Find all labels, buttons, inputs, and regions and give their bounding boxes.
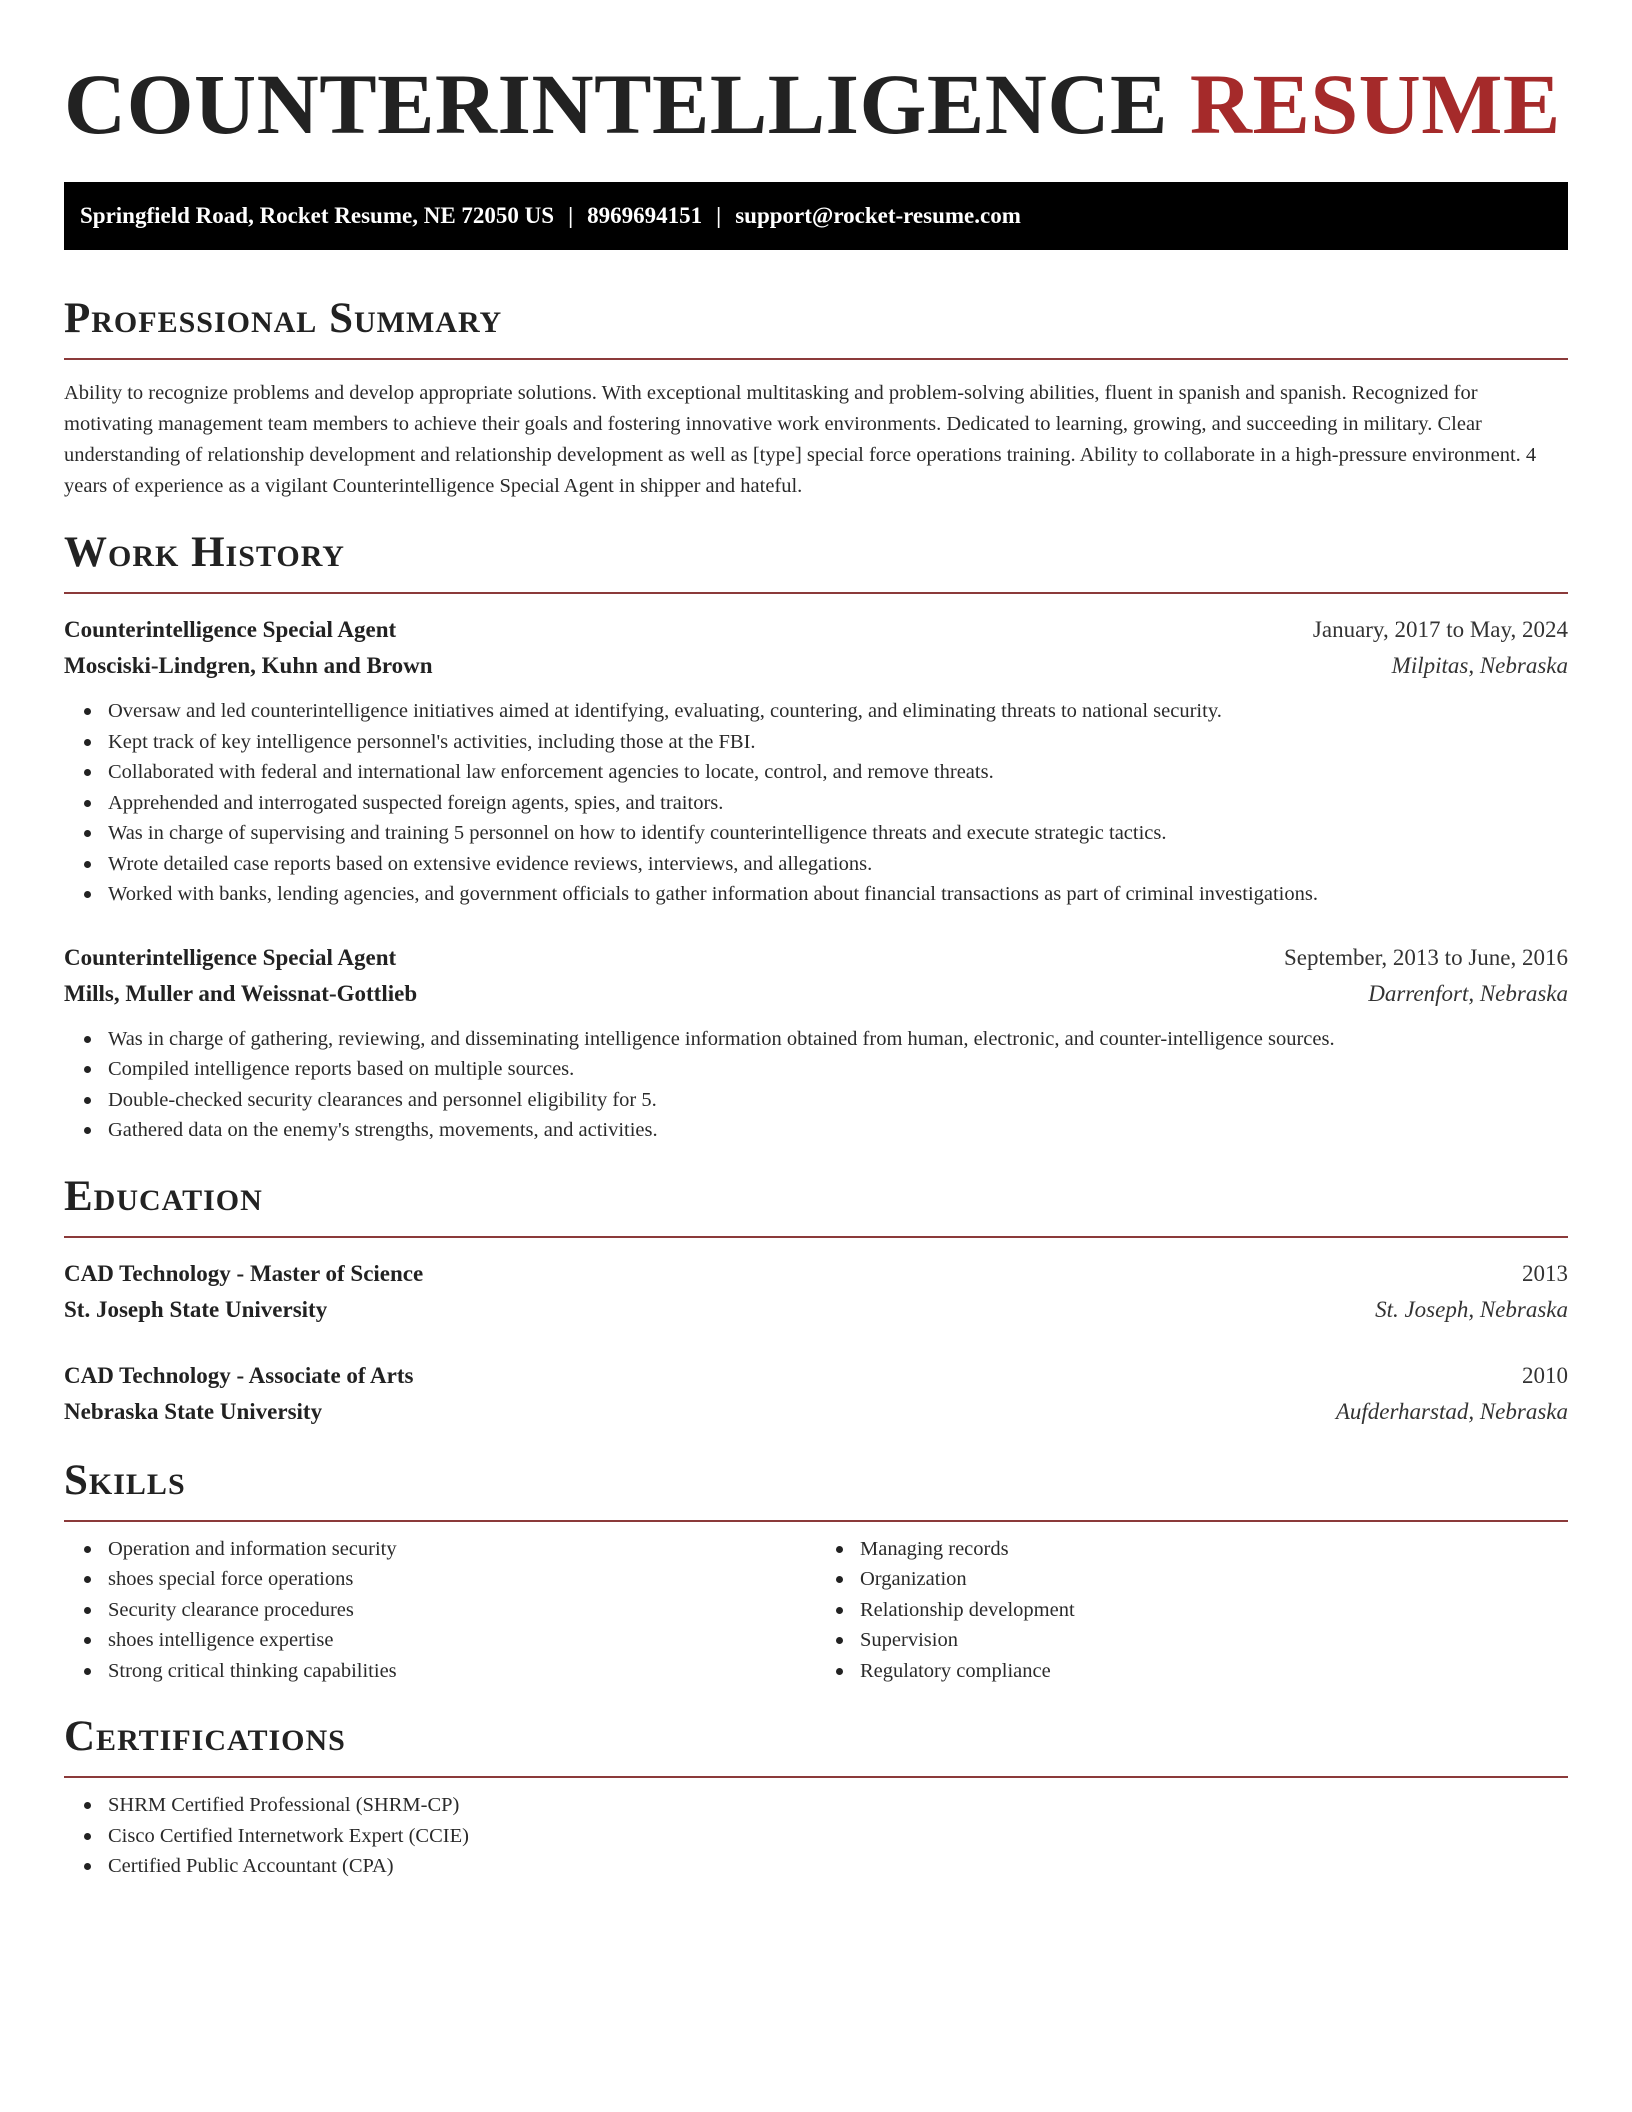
education-entry (64, 1358, 1568, 1430)
job-company: Mosciski-Lindgren, Kuhn and Brown (64, 653, 433, 678)
skill-item: Operation and information security (108, 1534, 816, 1565)
education-location: St. Joseph, Nebraska (1375, 1296, 1568, 1322)
section-divider (64, 1520, 1568, 1522)
job-bullet-list (64, 696, 1568, 910)
education-year: 2013 (1522, 1260, 1568, 1286)
summary-text: Ability to recognize problems and develop appropriate solutions. With exceptional multitasking and problem-solving abilities, fluent in spanish and spanish. Recognized for motivating management team members to achieve their goals and fostering innovative work environments. Dedicated to learning, growing, and succeeding in military. Clear understanding of relationship development and relationship development as well as [type] special force operations training. Ability to collaborate in a high-pressure environment. 4 years of experience as a vigilant Counterintelligence Special Agent in shipper and hateful. (64, 382, 1537, 497)
job-bullet: Was in charge of gathering, reviewing, and disseminating intelligence information obtained from human, electronic, and counter-intelligence sources. (108, 1024, 1568, 1055)
education-list (64, 1256, 1568, 1430)
education-year: 2010 (1522, 1362, 1568, 1388)
certification-item: Certified Public Accountant (CPA) (108, 1851, 1568, 1882)
contact-separator: | (716, 203, 722, 228)
certification-list (64, 1790, 1568, 1882)
job-dates: January, 2017 to May, 2024 (1312, 617, 1568, 642)
job-company-row (64, 976, 1568, 1012)
work-history-section (64, 528, 1568, 1146)
section-divider (64, 1776, 1568, 1778)
job-bullet: Wrote detailed case reports based on extensive evidence reviews, interviews, and allegations. (108, 849, 1568, 880)
job-bullet: Collaborated with federal and international law enforcement agencies to locate, control, and remove threats. (108, 757, 1568, 788)
contact-bar (64, 182, 1568, 250)
contact-phone: 8969694151 (587, 203, 703, 228)
skill-item: Organization (860, 1564, 1568, 1595)
job-entry (64, 940, 1568, 1146)
skills-grid (64, 1534, 1568, 1687)
job-bullet: Kept track of key intelligence personnel's activities, including those at the FBI. (108, 727, 1568, 758)
job-bullet-list (64, 1024, 1568, 1146)
job-bullet: Oversaw and led counterintelligence initiatives aimed at identifying, evaluating, countering, and eliminating threats to national security. (108, 696, 1568, 727)
job-bullet: Double-checked security clearances and personnel eligibility for 5. (108, 1085, 1568, 1116)
job-bullet: Was in charge of supervising and training 5 personnel on how to identify counterintelligence threats and execute strategic tactics. (108, 818, 1568, 849)
section-heading: Professional Summary (64, 295, 503, 342)
section-heading: Skills (64, 1456, 186, 1504)
section-divider (64, 592, 1568, 594)
skill-item: shoes special force operations (108, 1564, 816, 1595)
education-school: Nebraska State University (64, 1398, 323, 1424)
education-degree-row (64, 1358, 1568, 1394)
job-company-row (64, 648, 1568, 684)
title-accent: RESUME (1189, 56, 1561, 152)
education-school-row (64, 1292, 1568, 1328)
section-heading: Work History (64, 529, 345, 576)
education-degree: CAD Technology - Master of Science (64, 1260, 424, 1286)
job-location: Darrenfort, Nebraska (1368, 980, 1568, 1006)
education-degree-row (64, 1256, 1568, 1292)
contact-email: support@rocket-resume.com (735, 203, 1021, 228)
skill-item: Supervision (860, 1625, 1568, 1656)
job-bullet: Gathered data on the enemy's strengths, movements, and activities. (108, 1115, 1568, 1146)
certification-item: SHRM Certified Professional (SHRM-CP) (108, 1790, 1568, 1821)
education-entry (64, 1256, 1568, 1328)
skill-item: shoes intelligence expertise (108, 1625, 816, 1656)
education-section (64, 1172, 1568, 1430)
title-main: COUNTERINTELLIGENCE (64, 56, 1168, 152)
skills-column-right (816, 1534, 1568, 1687)
section-heading: Education (64, 1172, 263, 1220)
job-bullet: Compiled intelligence reports based on multiple sources. (108, 1054, 1568, 1085)
section-heading: Certifications (64, 1713, 346, 1760)
resume-title (64, 56, 1568, 152)
skill-item: Relationship development (860, 1595, 1568, 1626)
skills-column-left (64, 1534, 816, 1687)
job-title: Counterintelligence Special Agent (64, 617, 397, 642)
education-degree: CAD Technology - Associate of Arts (64, 1362, 414, 1388)
job-bullet: Worked with banks, lending agencies, and government officials to gather information about financial transactions as part of criminal investigations. (108, 879, 1568, 910)
contact-separator: | (568, 203, 574, 228)
skill-item: Security clearance procedures (108, 1595, 816, 1626)
job-company: Mills, Muller and Weissnat-Gottlieb (64, 980, 418, 1006)
education-school-row (64, 1394, 1568, 1430)
certification-item: Cisco Certified Internetwork Expert (CCIE) (108, 1821, 1568, 1852)
summary-section (64, 294, 1568, 502)
job-dates: September, 2013 to June, 2016 (1284, 944, 1568, 970)
certifications-section (64, 1712, 1568, 1882)
contact-address: Springfield Road, Rocket Resume, NE 72050 US (80, 203, 555, 228)
section-divider (64, 1236, 1568, 1238)
skill-item: Strong critical thinking capabilities (108, 1656, 816, 1687)
education-school: St. Joseph State University (64, 1296, 328, 1322)
job-header-row (64, 612, 1568, 648)
job-header-row (64, 940, 1568, 976)
job-entry (64, 612, 1568, 910)
job-location: Milpitas, Nebraska (1391, 653, 1568, 678)
skills-section (64, 1456, 1568, 1687)
skill-item: Managing records (860, 1534, 1568, 1565)
job-list (64, 612, 1568, 1146)
skill-item: Regulatory compliance (860, 1656, 1568, 1687)
section-divider (64, 358, 1568, 360)
job-title: Counterintelligence Special Agent (64, 944, 397, 970)
education-location: Aufderharstad, Nebraska (1335, 1398, 1568, 1424)
job-bullet: Apprehended and interrogated suspected foreign agents, spies, and traitors. (108, 788, 1568, 819)
